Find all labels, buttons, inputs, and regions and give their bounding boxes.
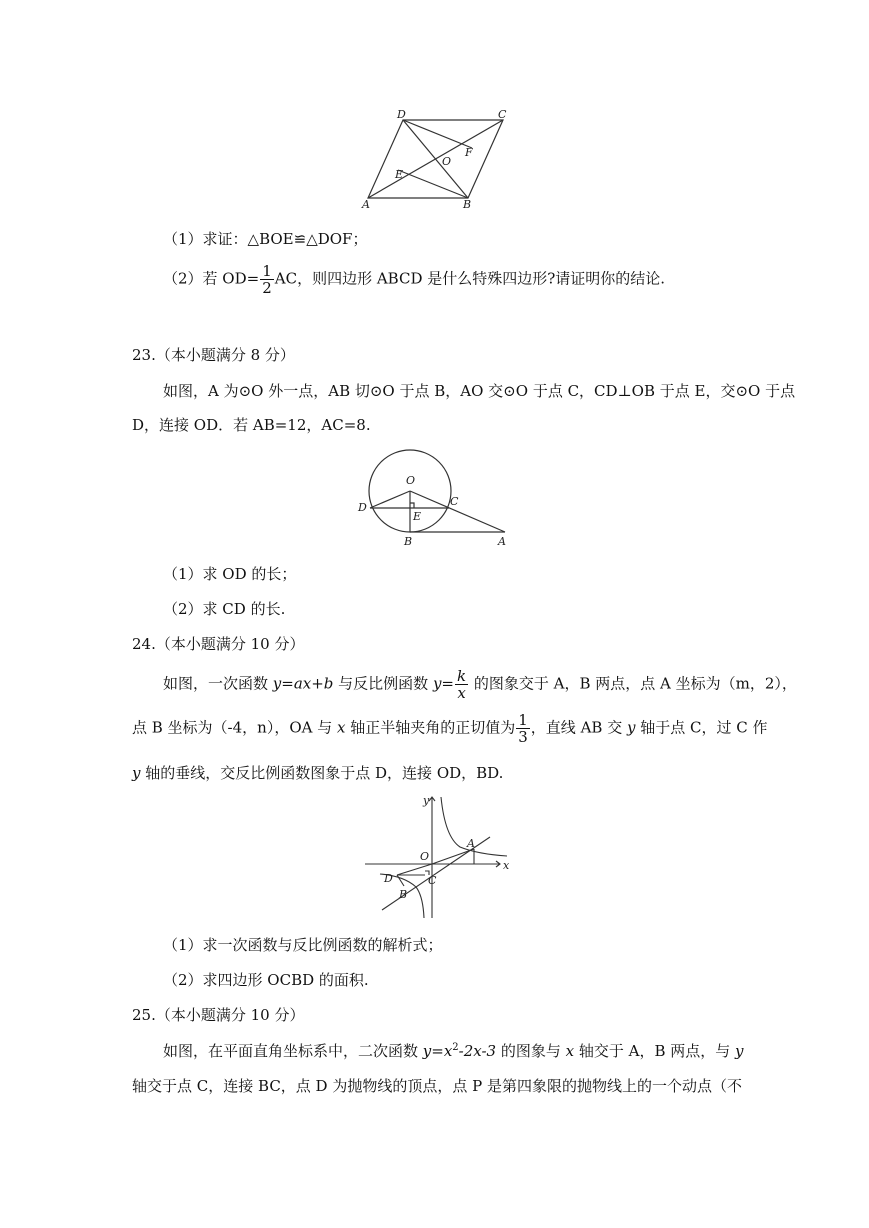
fraction-k-over-x [455, 668, 468, 701]
function-graph-figure [362, 792, 512, 920]
label-A: A [498, 535, 506, 548]
label-E: E [395, 168, 404, 181]
q24-part1: （1）求一次函数与反比例函数的解析式； [163, 936, 443, 954]
q23-part2: （2）求 CD 的长. [163, 600, 286, 618]
frac-den: 2 [262, 279, 272, 297]
frac-den: 3 [518, 728, 528, 746]
label-D: D [384, 872, 393, 885]
label-O: O [420, 850, 430, 863]
q24-s1-c: 的图象交于 A，B 两点，点 A 坐标为（m，2）， [469, 674, 797, 693]
label-B: B [463, 198, 472, 211]
label-A: A [467, 837, 475, 850]
q24-s2-d: 轴于点 C，过 C 作 [635, 718, 768, 737]
q24-stem-line3 [132, 762, 503, 783]
parallelogram-figure [355, 108, 515, 213]
q24-stem-line2 [132, 712, 767, 745]
q23-stem-line1: 如图，A 为⊙O 外一点，AB 切⊙O 于点 B，AO 交⊙O 于点 C，CD⊥OB 于点 E，交⊙O 于点 [163, 382, 796, 400]
var-x: x [337, 718, 346, 737]
q25-quadratic: y=x [422, 1042, 453, 1060]
frac-den: x [457, 684, 466, 702]
label-C: C [428, 874, 437, 887]
q24-s3-a: 轴的垂线，交反比例函数图象于点 D，连接 OD，BD. [140, 764, 504, 782]
q23-part1: （1）求 OD 的长； [163, 565, 297, 583]
label-B: B [399, 888, 408, 901]
fraction-half [260, 263, 274, 296]
label-D: D [358, 501, 367, 514]
q25-s1-b: 的图象与 [496, 1042, 566, 1060]
q24-s2-b: 轴正半轴夹角的正切值为 [345, 718, 516, 737]
var-y: y [735, 1042, 744, 1060]
label-y: y [423, 794, 430, 807]
q25-s1-a: 如图，在平面直角坐标系中，二次函数 [163, 1042, 423, 1060]
q24-s2-c: ，直线 AB 交 [530, 718, 627, 737]
q23-stem-line2: D，连接 OD．若 AB=12，AC=8. [132, 416, 371, 434]
label-O: O [442, 155, 452, 168]
q22-p2-pre: （2）若 OD= [163, 269, 260, 288]
q22-p2-post: AC，则四边形 ABCD 是什么特殊四边形?请证明你的结论. [274, 269, 666, 288]
q24-linear-func: y=ax+b [272, 674, 334, 693]
label-F: F [465, 146, 473, 159]
q24-inverse-func: y= [432, 674, 454, 693]
q24-s1-b: 与反比例函数 [333, 674, 433, 693]
circle-tangent-figure [355, 442, 525, 552]
frac-num: k [457, 667, 467, 685]
frac-num: 1 [518, 711, 528, 729]
fraction-third [516, 712, 530, 745]
label-O: O [406, 474, 416, 487]
label-C: C [450, 495, 459, 508]
q24-s2-a: 点 B 坐标为（-4，n），OA 与 [132, 718, 337, 737]
label-E: E [413, 510, 422, 523]
exponent: 2 [452, 1042, 459, 1053]
q24-stem-line1 [163, 668, 797, 701]
q25-stem-line1 [163, 1040, 744, 1061]
q22-part2 [163, 263, 665, 296]
var-y: y [626, 718, 636, 737]
label-x: x [503, 859, 510, 872]
frac-num: 1 [262, 262, 272, 280]
q24-s1-a: 如图，一次函数 [163, 674, 273, 693]
label-B: B [404, 535, 413, 548]
var-x: x [565, 1042, 575, 1060]
q25-stem-line2: 轴交于点 C，连接 BC，点 D 为抛物线的顶点，点 P 是第四象限的抛物线上的一个动点（不 [132, 1077, 742, 1095]
label-C: C [498, 108, 507, 121]
q23-heading: 23.（本小题满分 8 分） [132, 346, 295, 364]
label-A: A [362, 198, 370, 211]
q25-quadratic-rest: -2x-3 [458, 1042, 497, 1060]
q24-part2: （2）求四边形 OCBD 的面积. [163, 971, 369, 989]
var-y: y [132, 764, 141, 782]
q25-heading: 25.（本小题满分 10 分） [132, 1006, 305, 1024]
q22-part1: （1）求证：△BOE≌△DOF； [163, 230, 368, 248]
q25-s1-c: 轴交于 A，B 两点，与 [574, 1042, 736, 1060]
q24-heading: 24.（本小题满分 10 分） [132, 635, 305, 653]
label-D: D [397, 108, 406, 121]
